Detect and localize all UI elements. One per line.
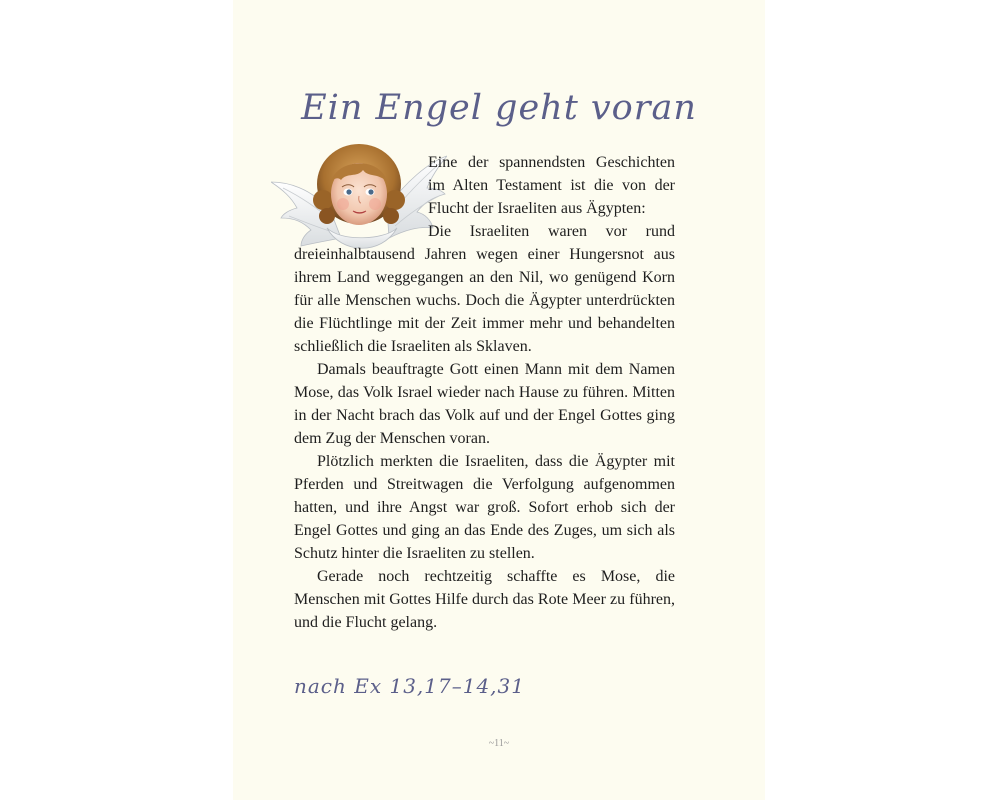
book-page [233,0,765,800]
page-number: ~11~ [488,738,510,749]
scripture-reference: nach Ex 13,17–14,31 [294,674,525,698]
paragraph-5: Gerade noch rechtzeitig schaffte es Mose, die Menschen mit Gottes Hilfe durch das Rote Meer zu führen, und die Flucht gelang. [294,568,675,631]
body-text [294,151,675,634]
paragraph-2: Die Israeliten waren vor rund dreieinhalbtausend Jahren wegen einer Hungersnot aus ihrem Land weggegangen an den Nil, wo genügend Korn für alle Menschen wuchs. Doch die Ägypter unterdrückten die Flüchtlinge mit der Zeit immer mehr und behandelten schließlich die Israeliten als Sklaven. [294,223,675,355]
paragraph-1: Eine der spannendsten Geschichten im Alten Testament ist die von der Flucht der Israeliten aus Ägypten: [428,154,675,217]
paragraph-3: Damals beauftragte Gott einen Mann mit dem Namen Mose, das Volk Israel wieder nach Hause zu führen. Mitten in der Nacht brach das Volk auf und der Engel Gottes ging dem Zug der Menschen voran. [294,361,675,447]
paragraph-4: Plötzlich merkten die Israeliten, dass die Ägypter mit Pferden und Streitwagen die Verfolgung aufgenommen hatten, und ihre Angst war groß. Sofort erhob sich der Engel Gottes und ging an das Ende des Zuges, um sich als Schutz hinter die Israeliten zu stellen. [294,453,675,562]
page-title: Ein Engel geht voran [301,88,697,128]
illustration-spacer [294,151,428,243]
